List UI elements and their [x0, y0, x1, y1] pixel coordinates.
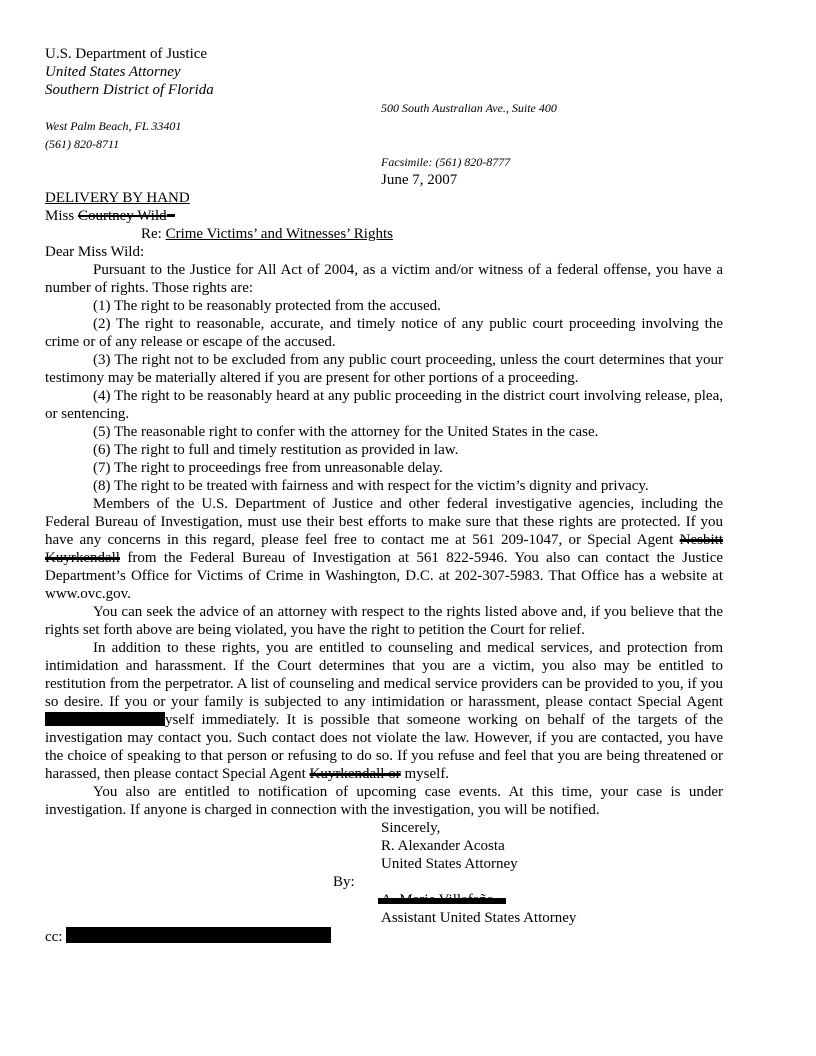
counseling-text-3: myself.	[404, 766, 450, 782]
signature-row	[45, 873, 723, 909]
office-phone: (561) 820-8711	[45, 137, 120, 151]
advice-paragraph: You can seek the advice of an attorney with respect to the rights listed above and, if you believe that the rights set forth above are being violated, you have the right to petition the Court for relief.	[45, 604, 723, 638]
office-fax: Facsimile: (561) 820-8777	[381, 155, 511, 169]
cc-label: cc:	[45, 929, 63, 945]
right-7: (7) The right to proceedings free from unreasonable delay.	[93, 460, 443, 476]
closing-block	[45, 819, 723, 873]
office-city: West Palm Beach, FL 33401	[45, 119, 182, 133]
signer-title: Assistant United States Attorney	[381, 910, 577, 926]
counseling-paragraph	[45, 639, 723, 783]
closing-title: United States Attorney	[381, 856, 518, 872]
counseling-text-1: In addition to these rights, you are entitled to counseling and medical services, and protection from intimidation and harassment. If the Court determines that you are a victim, you also may be entitled to restitution from the perpetrator. A list of counseling and medical service providers can be provided to you, if you so desire. If you or your family is subjected to any intimidation or harassment, please contact Special Agent	[45, 640, 723, 710]
agent-name-redacted-2: Kuyrkendall or	[309, 766, 401, 782]
right-6: (6) The right to full and timely restitution as provided in law.	[93, 442, 459, 458]
recipient-prefix: Miss	[45, 208, 75, 224]
by-label: By:	[333, 874, 355, 890]
office-name: United States Attorney	[45, 64, 181, 80]
right-4: (4) The right to be reasonably heard at any public proceeding in the district court involving release, plea, or sentencing.	[45, 388, 723, 422]
subject-line	[45, 225, 723, 243]
letter-date: June 7, 2007	[381, 172, 458, 188]
delivery-method: DELIVERY BY HAND	[45, 190, 190, 206]
salutation: Dear Miss Wild:	[45, 244, 145, 260]
right-8: (8) The right to be treated with fairness and with respect for the victim’s dignity and privacy.	[93, 478, 649, 494]
right-5: (5) The reasonable right to confer with the attorney for the United States in the case.	[93, 424, 599, 440]
redaction-box	[45, 712, 165, 726]
recipient-name-redacted: Courtney Wild	[77, 208, 167, 224]
members-text-2: from the Federal Bureau of Investigation at 561 822-5946. You also can contact the Justice Department’s Office for Victims of Crime in Washington, D.C. at 202-307-5983. That Office has a website at www.ovc.gov.	[45, 550, 724, 602]
subject-title: Crime Victims’ and Witnesses’ Rights	[165, 226, 393, 242]
notification-paragraph: You also are entitled to notification of upcoming case events. At this time, your case is under investigation. If anyone is charged in connection with the investigation, you will be notified.	[45, 784, 723, 818]
agent-name-redacted: Nesbitt Kuyrkendall	[45, 532, 723, 566]
closing-sincerely: Sincerely,	[381, 820, 441, 836]
subject-prefix: Re:	[141, 226, 162, 242]
signer-block	[45, 909, 723, 927]
members-text-1: Members of the U.S. Department of Justice and other federal investigative agencies, including the Federal Bureau of Investigation, must use their best efforts to make sure that these rights are protected. If you have any concerns in this regard, please feel free to contact me at 561 209-1047, or Special Agent	[45, 496, 723, 548]
cc-redaction-box	[66, 927, 331, 943]
intro-paragraph: Pursuant to the Justice for All Act of 2004, as a victim and/or witness of a federal offense, you have a number of rights. Those rights are:	[45, 262, 723, 296]
letter-page	[45, 45, 723, 946]
cc-line	[45, 927, 723, 946]
counseling-text-2: yself immediately. It is possible that someone working on behalf of the targets of the investigation may contact you. Such contact does not violate the law. However, if you are contacted, you have the choice of speaking to that person or refusing to do so. If you refuse and feel that you are being threatened or harassed, then please contact Special Agent	[45, 712, 723, 782]
recipient-line	[45, 207, 723, 225]
right-3: (3) The right not to be excluded from any public court proceeding, unless the court determines that your testimony may be materially altered if you are present for other portions of a proceeding.	[45, 352, 723, 386]
office-address: 500 South Australian Ave., Suite 400	[381, 101, 557, 115]
signature-redaction-bar	[378, 898, 506, 904]
district-name: Southern District of Florida	[45, 82, 214, 98]
right-2: (2) The right to reasonable, accurate, and timely notice of any public court proceeding involving the crime or of any release or escape of the accused.	[45, 316, 723, 350]
right-1: (1) The right to be reasonably protected from the accused.	[93, 298, 441, 314]
department-name: U.S. Department of Justice	[45, 46, 208, 62]
closing-name: R. Alexander Acosta	[381, 838, 505, 854]
redaction-mark	[167, 214, 175, 217]
members-paragraph	[45, 495, 723, 603]
